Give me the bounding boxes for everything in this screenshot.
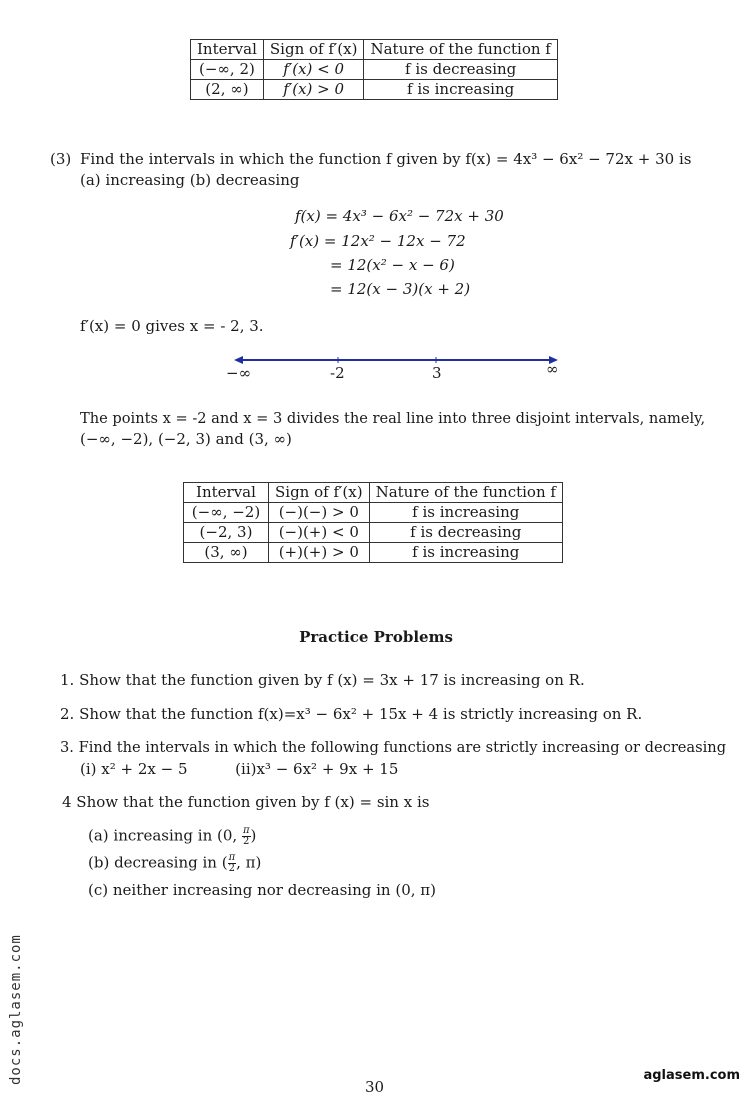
derivation-line: = 12(x − 3)(x + 2) — [330, 280, 471, 298]
fraction-denominator: 2 — [243, 836, 250, 847]
derivation-line: = 12(x² − x − 6) — [330, 256, 455, 274]
table-row — [184, 523, 563, 543]
fraction-numerator: π — [242, 825, 250, 836]
number-line-label: ∞ — [546, 360, 559, 378]
page-number: 30 — [365, 1078, 385, 1096]
sub-item-a — [88, 826, 256, 847]
table-cell: (−∞, 2) — [191, 60, 264, 80]
brand-link[interactable]: aglasem.com — [643, 1068, 740, 1083]
fraction — [242, 826, 251, 847]
table-cell: f is increasing — [369, 503, 562, 523]
practice-item: 3. Find the intervals in which the following functions are strictly increasing or decreasing — [60, 739, 727, 756]
table-header-cell: Sign of f′(x) — [263, 40, 364, 60]
sub-item-text: (b) decreasing in ( — [88, 853, 228, 872]
practice-item: 1. Show that the function given by f (x) = 3x + 17 is increasing on R. — [60, 671, 585, 689]
table-header-row — [191, 40, 558, 60]
table-row — [184, 543, 563, 563]
table-cell: f is decreasing — [364, 60, 557, 80]
table-cell: (−)(+) < 0 — [269, 523, 370, 543]
table-cell: f is increasing — [364, 80, 557, 100]
sub-item-c — [88, 881, 436, 899]
number-line-label: 3 — [432, 364, 442, 382]
practice-item: 4 Show that the function given by f (x) = sin x is — [62, 793, 430, 811]
derivation-line: f′(x) = 12x² − 12x − 72 — [290, 232, 466, 250]
table-header-cell: Nature of the function f — [369, 483, 562, 503]
interval-table-2 — [183, 482, 563, 563]
table-row — [191, 60, 558, 80]
practice-item: (i) x² + 2x − 5 (ii)x³ − 6x² + 9x + 15 — [80, 760, 399, 778]
table-header-row — [184, 483, 563, 503]
table-cell: f′(x) < 0 — [263, 60, 364, 80]
practice-item: 2. Show that the function f(x)=x³ − 6x² + 15x + 4 is strictly increasing on R. — [60, 705, 643, 723]
table-cell: f′(x) > 0 — [263, 80, 364, 100]
table-header-cell: Interval — [191, 40, 264, 60]
table-cell: (3, ∞) — [184, 543, 269, 563]
fraction — [228, 853, 237, 874]
table-cell: (−∞, −2) — [184, 503, 269, 523]
intervals-statement: The points x = -2 and x = 3 divides the real line into three disjoint intervals, namely, — [80, 410, 706, 427]
practice-heading: Practice Problems — [299, 628, 453, 646]
interval-table-1 — [190, 39, 558, 100]
number-line-label: −∞ — [226, 364, 252, 382]
table-cell: (+)(+) > 0 — [269, 543, 370, 563]
table-cell: f is increasing — [369, 543, 562, 563]
problem-3-label: (3) — [50, 150, 72, 168]
left-arrow-icon — [234, 356, 243, 364]
table-cell: (−)(−) > 0 — [269, 503, 370, 523]
fraction-denominator: 2 — [228, 863, 236, 874]
sub-item-text: (c) neither increasing nor decreasing in (0, π) — [88, 881, 436, 899]
derivation-line: f(x) = 4x³ − 6x² − 72x + 30 — [295, 207, 504, 225]
number-line-label: -2 — [330, 364, 345, 382]
table-cell: f is decreasing — [369, 523, 562, 543]
sub-item-text: ) — [250, 826, 257, 845]
roots-statement: f′(x) = 0 gives x = - 2, 3. — [80, 317, 264, 335]
sub-item-b — [88, 853, 261, 874]
problem-3-statement: Find the intervals in which the function f given by f(x) = 4x³ − 6x² − 72x + 30 is — [80, 150, 692, 168]
fraction-numerator: π — [228, 852, 236, 863]
table-cell: (−2, 3) — [184, 523, 269, 543]
sub-item-text: (a) increasing in (0, — [88, 826, 242, 845]
table-header-cell: Nature of the function f — [364, 40, 557, 60]
table-cell: (2, ∞) — [191, 80, 264, 100]
problem-3-parts: (a) increasing (b) decreasing — [80, 171, 300, 189]
table-row — [184, 503, 563, 523]
sub-item-text: , π) — [236, 853, 262, 872]
number-line — [230, 350, 570, 370]
table-row — [191, 80, 558, 100]
table-header-cell: Interval — [184, 483, 269, 503]
table-header-cell: Sign of f′(x) — [269, 483, 370, 503]
intervals-list: (−∞, −2), (−2, 3) and (3, ∞) — [80, 430, 292, 448]
side-watermark: docs.aglasem.com — [8, 934, 24, 1085]
